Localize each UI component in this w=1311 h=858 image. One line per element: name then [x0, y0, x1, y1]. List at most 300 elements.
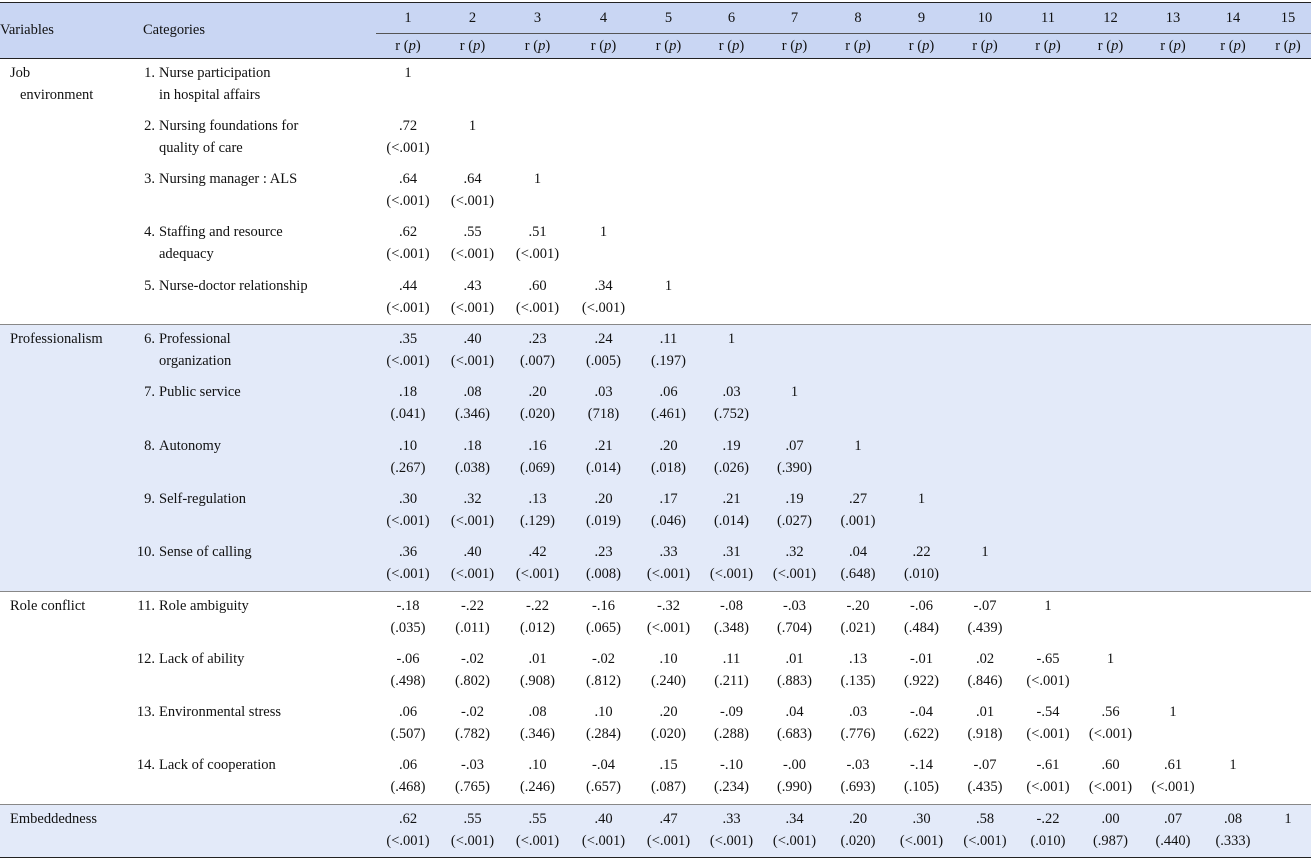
correlation-cell — [376, 272, 440, 325]
category-number: 9. — [144, 490, 155, 507]
r-value: .32 — [463, 490, 482, 507]
correlation-cell — [826, 698, 890, 751]
r-value: 1 — [533, 171, 542, 188]
correlation-cell — [1262, 325, 1311, 378]
correlation-cell — [826, 378, 890, 431]
category-text-line: Public service — [159, 384, 241, 401]
p-value: (<.001) — [386, 353, 430, 370]
r-value: .51 — [528, 224, 547, 241]
category-text-line: Staffing and resource — [159, 224, 283, 241]
table-row — [0, 165, 1311, 218]
correlation-cell — [1079, 698, 1142, 751]
r-value: .40 — [594, 811, 613, 828]
category-label — [133, 698, 376, 751]
correlation-cell — [763, 485, 826, 538]
category-label — [133, 272, 376, 325]
correlation-cell — [1262, 59, 1311, 112]
correlation-cell — [505, 59, 570, 112]
correlation-cell — [953, 805, 1017, 858]
correlation-cell — [440, 751, 505, 804]
correlation-cell — [1262, 112, 1311, 165]
r-value: .06 — [398, 757, 418, 774]
correlation-cell — [570, 485, 637, 538]
correlation-cell — [890, 698, 953, 751]
r-value: -.01 — [910, 650, 933, 667]
r-value: .10 — [659, 650, 678, 667]
column-number-header: 5 — [637, 3, 700, 34]
r-value: .30 — [398, 490, 418, 507]
r-value: .24 — [594, 331, 613, 348]
correlation-cell — [1262, 485, 1311, 538]
correlation-cell — [953, 485, 1017, 538]
correlation-cell — [1017, 59, 1079, 112]
p-value: (.987) — [1092, 833, 1129, 850]
correlation-cell — [1142, 272, 1204, 325]
p-value: (.135) — [840, 672, 876, 689]
r-value: .18 — [398, 384, 418, 401]
r-value: .07 — [785, 437, 804, 454]
correlation-cell — [890, 165, 953, 218]
close-paren: ) — [865, 37, 871, 54]
category-text-line: in hospital affairs — [159, 87, 261, 103]
category-label — [133, 378, 376, 431]
correlation-cell — [890, 59, 953, 112]
r-value: .62 — [398, 224, 418, 241]
r-value: .23 — [594, 544, 613, 561]
column-stat-header — [1262, 34, 1311, 59]
correlation-cell — [1017, 751, 1079, 804]
correlation-cell — [570, 218, 637, 271]
r-value: .00 — [1101, 811, 1120, 828]
correlation-cell — [826, 59, 890, 112]
close-paren: ) — [480, 37, 486, 54]
p-label: p — [922, 37, 930, 54]
r-value: .40 — [463, 544, 482, 561]
category-label — [133, 805, 376, 858]
column-number-header: 15 — [1262, 3, 1311, 34]
p-value: (<.001) — [709, 833, 754, 850]
correlation-cell — [570, 59, 637, 112]
correlation-cell — [1262, 751, 1311, 804]
r-value: .20 — [848, 811, 868, 828]
correlation-cell — [1262, 538, 1311, 591]
r-label: r ( — [1097, 37, 1112, 54]
correlation-cell — [953, 59, 1017, 112]
correlation-cell — [1142, 698, 1204, 751]
correlation-cell — [1079, 272, 1142, 325]
p-value: (.026) — [713, 459, 750, 476]
correlation-cell — [440, 538, 505, 591]
r-label: r ( — [1035, 37, 1049, 54]
p-label: p — [1288, 37, 1296, 54]
r-value: -.14 — [910, 757, 933, 774]
category-label — [133, 538, 376, 591]
correlation-cell — [376, 485, 440, 538]
r-value: -.02 — [461, 650, 484, 667]
r-value: .55 — [463, 811, 482, 828]
p-value: (.234) — [713, 779, 750, 796]
category-text-line: Nursing foundations for — [159, 117, 299, 134]
r-value: .08 — [1223, 811, 1243, 828]
p-value: (.846) — [967, 672, 1003, 689]
r-label: r ( — [1160, 37, 1174, 54]
correlation-cell — [440, 272, 505, 325]
r-value: .33 — [722, 811, 741, 828]
correlation-cell — [890, 432, 953, 485]
column-stat-header — [570, 34, 637, 59]
correlation-cell — [1017, 698, 1079, 751]
p-value: (<.001) — [1026, 779, 1070, 796]
correlation-cell — [1204, 698, 1262, 751]
r-value: .31 — [722, 544, 741, 561]
correlation-cell — [570, 698, 637, 751]
r-label: r ( — [972, 37, 986, 54]
table-row — [0, 218, 1311, 271]
correlation-cell — [1079, 432, 1142, 485]
column-stat-header — [376, 34, 440, 59]
r-label: r ( — [845, 37, 859, 54]
correlation-cell — [637, 698, 700, 751]
p-label: p — [1048, 37, 1056, 54]
p-value: (.211) — [714, 672, 749, 689]
p-value: (.346) — [454, 406, 491, 423]
correlation-cell — [505, 432, 570, 485]
correlation-cell — [440, 485, 505, 538]
header-row-numbers — [0, 3, 1311, 34]
correlation-cell — [637, 432, 700, 485]
column-number-header: 11 — [1017, 3, 1079, 34]
correlation-cell — [700, 112, 763, 165]
p-value: (.622) — [903, 726, 940, 743]
p-value: (.019) — [585, 512, 622, 529]
variable-group-label: Role conflict — [0, 591, 133, 644]
r-value: 1 — [1284, 811, 1292, 828]
p-value: (.240) — [650, 672, 687, 689]
category-number: 10. — [136, 544, 155, 561]
correlation-cell — [570, 645, 637, 698]
category-text-line: organization — [159, 353, 232, 370]
r-value: .01 — [785, 650, 804, 667]
category-number: 4. — [144, 224, 155, 241]
correlation-cell — [763, 378, 826, 431]
p-value: (<.001) — [386, 299, 430, 316]
p-value: (<.001) — [450, 299, 495, 316]
r-label: r ( — [908, 37, 923, 54]
correlation-cell — [1017, 645, 1079, 698]
r-value: .10 — [528, 757, 547, 774]
table-row — [0, 272, 1311, 325]
correlation-cell — [1262, 272, 1311, 325]
correlation-cell — [890, 218, 953, 271]
r-label: r ( — [718, 37, 733, 54]
p-value: (.288) — [713, 726, 750, 743]
close-paren: ) — [1180, 37, 1186, 54]
p-value: (.001) — [840, 512, 876, 529]
table-row — [0, 485, 1311, 538]
close-paren: ) — [929, 37, 935, 54]
r-value: -.65 — [1036, 650, 1060, 667]
correlation-cell — [953, 645, 1017, 698]
r-value: -.03 — [846, 757, 870, 774]
correlation-cell — [570, 272, 637, 325]
category-label — [133, 112, 376, 165]
variable-group-label — [0, 751, 133, 804]
p-value: (<.001) — [1026, 672, 1070, 689]
correlation-cell — [1017, 218, 1079, 271]
r-value: 1 — [468, 117, 477, 134]
correlation-cell — [505, 538, 570, 591]
correlation-cell — [1079, 805, 1142, 858]
correlation-cell — [953, 751, 1017, 804]
column-number-header: 9 — [890, 3, 953, 34]
r-value: -.03 — [461, 757, 484, 774]
correlation-cell — [570, 165, 637, 218]
correlation-cell — [1142, 485, 1204, 538]
r-label: r ( — [1220, 37, 1234, 54]
correlation-cell — [440, 645, 505, 698]
p-value: (.007) — [519, 353, 556, 370]
correlation-cell — [440, 378, 505, 431]
p-value: (<.001) — [963, 833, 1007, 850]
correlation-cell — [440, 112, 505, 165]
r-value: .60 — [1101, 757, 1120, 774]
correlation-cell — [376, 432, 440, 485]
r-value: -.16 — [592, 597, 615, 614]
p-value: (.435) — [967, 779, 1003, 796]
p-value: (<.001) — [386, 566, 430, 583]
correlation-cell — [953, 538, 1017, 591]
correlation-cell — [505, 378, 570, 431]
p-value: (<.001) — [450, 833, 495, 850]
p-value: (.267) — [390, 459, 426, 476]
p-value: (<.001) — [515, 566, 560, 583]
correlation-cell — [376, 59, 440, 112]
r-value: -.54 — [1036, 704, 1060, 721]
correlation-cell — [1142, 165, 1204, 218]
r-value: .10 — [594, 704, 613, 721]
correlation-cell — [700, 645, 763, 698]
correlation-cell — [700, 751, 763, 804]
r-value: .21 — [594, 437, 613, 454]
correlation-cell — [1262, 378, 1311, 431]
r-value: .56 — [1101, 704, 1120, 721]
close-paren: ) — [739, 37, 745, 54]
column-number-header: 13 — [1142, 3, 1204, 34]
category-text-line: Nurse-doctor relationship — [159, 277, 308, 294]
r-value: .20 — [594, 490, 613, 507]
category-label — [133, 218, 376, 271]
correlation-cell — [1017, 591, 1079, 644]
column-stat-header — [1204, 34, 1262, 59]
r-value: .11 — [659, 331, 678, 348]
correlation-cell — [1079, 218, 1142, 271]
correlation-cell — [1017, 432, 1079, 485]
p-value: (.284) — [585, 726, 622, 743]
close-paren: ) — [992, 37, 998, 54]
r-value: .20 — [659, 704, 678, 721]
correlation-cell — [763, 751, 826, 804]
correlation-cell — [890, 751, 953, 804]
correlation-cell — [637, 325, 700, 378]
table-row — [0, 698, 1311, 751]
category-number: 7. — [144, 384, 155, 401]
p-value: (<.001) — [899, 833, 944, 850]
category-number: 1. — [144, 65, 155, 81]
r-value: .10 — [398, 437, 418, 454]
correlation-cell — [505, 751, 570, 804]
correlation-cell — [1017, 538, 1079, 591]
correlation-cell — [376, 538, 440, 591]
p-value: (.507) — [390, 726, 426, 743]
r-value: 1 — [1106, 650, 1115, 667]
table-row — [0, 751, 1311, 804]
r-value: .27 — [848, 490, 868, 507]
correlation-cell — [440, 432, 505, 485]
correlation-cell — [890, 112, 953, 165]
r-value: .02 — [975, 650, 995, 667]
correlation-cell — [1262, 591, 1311, 644]
correlation-cell — [1142, 805, 1204, 858]
p-value: (<.001) — [450, 512, 495, 529]
correlation-cell — [826, 805, 890, 858]
table-header — [0, 3, 1311, 59]
p-value: (<.001) — [450, 246, 495, 263]
correlation-cell — [953, 165, 1017, 218]
correlation-cell — [505, 485, 570, 538]
p-value: (<.001) — [1088, 726, 1133, 743]
column-stat-header — [953, 34, 1017, 59]
column-number-header: 10 — [953, 3, 1017, 34]
correlation-cell — [505, 165, 570, 218]
r-value: -.07 — [973, 597, 997, 614]
correlation-cell — [376, 698, 440, 751]
correlation-cell — [1262, 645, 1311, 698]
table-row — [0, 591, 1311, 644]
r-value: .44 — [398, 277, 418, 294]
correlation-cell — [505, 805, 570, 858]
correlation-cell — [376, 751, 440, 804]
p-value: (<.001) — [646, 566, 691, 583]
category-label — [133, 59, 376, 112]
category-text-line: Nurse participation — [159, 65, 271, 81]
category-number: 2. — [144, 117, 155, 134]
p-value: (.752) — [713, 406, 750, 423]
category-number: 12. — [136, 650, 155, 667]
p-value: (.693) — [840, 779, 876, 796]
correlation-cell — [1079, 591, 1142, 644]
p-value: (<.001) — [386, 139, 430, 156]
p-label: p — [858, 37, 866, 54]
p-value: (.439) — [967, 619, 1003, 636]
r-value: -.02 — [461, 704, 484, 721]
variable-group-label: Job environment — [10, 65, 94, 103]
correlation-cell — [1079, 112, 1142, 165]
p-value: (.005) — [585, 353, 622, 370]
category-text-line: Environmental stress — [159, 704, 282, 721]
correlation-cell — [953, 272, 1017, 325]
close-paren: ) — [676, 37, 682, 54]
category-label — [133, 751, 376, 804]
r-value: .11 — [722, 650, 741, 667]
p-value: (.046) — [650, 512, 687, 529]
r-value: .64 — [398, 171, 418, 188]
correlation-cell — [570, 591, 637, 644]
correlation-cell — [826, 645, 890, 698]
correlation-cell — [637, 272, 700, 325]
category-text-line: Self-regulation — [159, 490, 246, 507]
p-label: p — [408, 37, 416, 54]
correlation-cell — [505, 325, 570, 378]
p-value: (.683) — [776, 726, 813, 743]
r-value: -.32 — [657, 597, 680, 614]
p-value: (<.001) — [450, 193, 495, 210]
category-number: 6. — [144, 331, 155, 348]
correlation-cell — [570, 378, 637, 431]
r-label: r ( — [655, 37, 670, 54]
correlation-cell — [1017, 485, 1079, 538]
correlation-cell — [1204, 325, 1262, 378]
r-value: .43 — [463, 277, 482, 294]
category-text-line: quality of care — [159, 139, 243, 156]
r-value: 1 — [854, 437, 862, 454]
correlation-cell — [637, 591, 700, 644]
column-stat-header — [826, 34, 890, 59]
correlation-cell — [1142, 112, 1204, 165]
close-paren: ) — [1295, 37, 1301, 54]
correlation-cell — [890, 378, 953, 431]
variable-group-label — [0, 485, 133, 538]
p-label: p — [985, 37, 993, 54]
r-label: r ( — [1275, 37, 1289, 54]
column-stat-header — [1079, 34, 1142, 59]
correlation-cell — [953, 218, 1017, 271]
p-label: p — [795, 37, 803, 54]
category-label — [133, 485, 376, 538]
correlation-cell — [1204, 59, 1262, 112]
correlation-cell — [1204, 805, 1262, 858]
r-value: .03 — [722, 384, 741, 401]
p-value: (<.001) — [581, 299, 626, 316]
correlation-table — [0, 2, 1311, 858]
r-value: .34 — [785, 811, 804, 828]
correlation-cell — [890, 325, 953, 378]
correlation-cell — [1204, 112, 1262, 165]
p-value: (<.001) — [386, 512, 430, 529]
close-paren: ) — [1240, 37, 1246, 54]
r-value: .18 — [463, 437, 482, 454]
variable-group-label — [0, 218, 133, 271]
correlation-cell — [700, 325, 763, 378]
p-value: (.246) — [519, 779, 556, 796]
column-stat-header — [763, 34, 826, 59]
correlation-cell — [1142, 751, 1204, 804]
r-value: -.18 — [396, 597, 420, 614]
table-row — [0, 59, 1311, 112]
p-label: p — [1233, 37, 1241, 54]
p-value: (.704) — [776, 619, 813, 636]
correlation-cell — [376, 325, 440, 378]
table-row — [0, 112, 1311, 165]
r-value: .13 — [848, 650, 868, 667]
column-number-header: 8 — [826, 3, 890, 34]
table-row — [0, 645, 1311, 698]
r-value: .04 — [785, 704, 804, 721]
column-stat-header — [1017, 34, 1079, 59]
correlation-cell — [1204, 751, 1262, 804]
p-value: (.990) — [776, 779, 813, 796]
r-value: .36 — [398, 544, 418, 561]
correlation-cell — [826, 751, 890, 804]
